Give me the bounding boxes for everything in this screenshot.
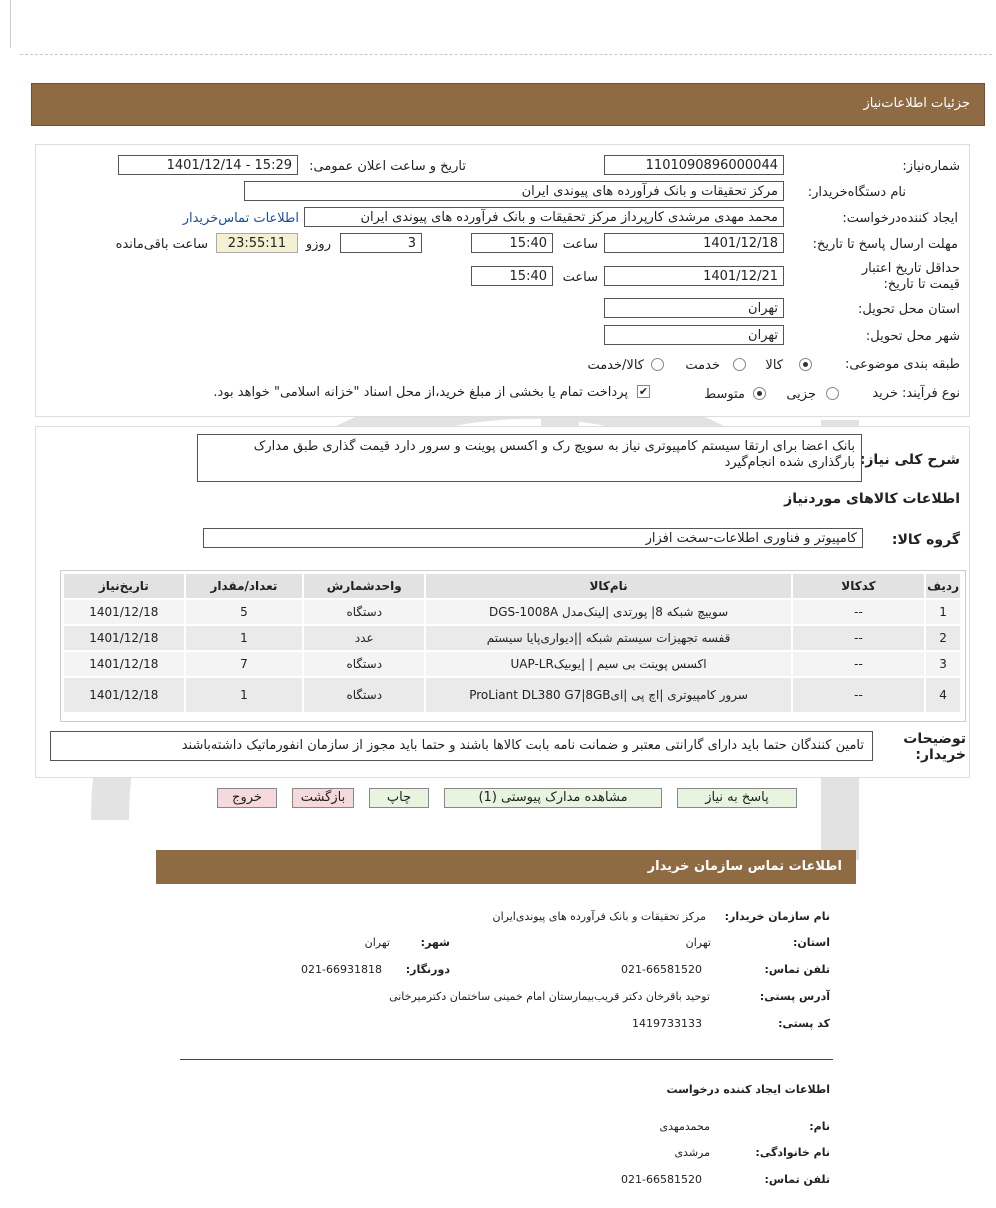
row-index: 4 — [926, 678, 960, 712]
postal-label: کد پستی: — [778, 1017, 830, 1030]
contact-city-value: تهران — [364, 936, 390, 949]
contact-phone-label: تلفن تماس: — [764, 963, 830, 976]
items-table — [62, 572, 962, 714]
creator-field: محمد مهدی مرشدی کارپرداز مرکز تحقیقات و بانک فرآورده های پیوندی ایران — [304, 207, 784, 227]
row-code: -- — [793, 600, 924, 624]
validity-label: حداقل تاریخ اعتبار قیمت تا تاریخ: — [861, 261, 960, 292]
validity-time-label: ساعت — [562, 270, 598, 285]
creator-family-value: مرشدی — [674, 1146, 710, 1159]
reply-button[interactable]: پاسخ به نیاز — [677, 788, 797, 808]
category-goods-radio[interactable] — [799, 358, 812, 371]
category-service-label: خدمت — [685, 358, 720, 373]
contact-separator — [180, 1059, 833, 1060]
process-buy-label: خرید — [872, 386, 898, 401]
col-code: کدکالا — [793, 574, 924, 598]
row-date: 1401/12/18 — [64, 626, 184, 650]
process-medium-label: متوسط — [704, 387, 745, 402]
process-label: نوع فرآیند: — [902, 386, 960, 401]
contact-province-label: استان: — [793, 936, 830, 949]
row-unit: دستگاه — [304, 600, 424, 624]
contact-phone-value: 021-66581520 — [621, 963, 702, 976]
buyer-field: مرکز تحقیقات و بانک فرآورده های پیوندی ایران — [244, 181, 784, 201]
items-table-header — [64, 574, 960, 598]
col-unit: واحدشمارش — [304, 574, 424, 598]
contact-city-label: شهر: — [420, 936, 450, 949]
row-index: 3 — [926, 652, 960, 676]
back-button[interactable]: بازگشت — [292, 788, 354, 808]
payment-note: پرداخت تمام یا بخشی از مبلغ خرید،از محل اسناد "خزانه اسلامی" خواهد بود. — [213, 385, 628, 400]
deadline-label: مهلت ارسال پاسخ تا تاریخ: — [812, 237, 958, 252]
table-row — [64, 652, 960, 676]
need-number-field: 1101090896000044 — [604, 155, 784, 175]
creator-family-label: نام خانوادگی: — [755, 1146, 830, 1159]
row-code: -- — [793, 652, 924, 676]
org-label: نام سازمان خریدار: — [724, 910, 830, 923]
address-value: توحید باقرخان دکتر قریب‌بیمارستان امام خمینی ساختمان دکترمیرخانی — [389, 990, 710, 1003]
row-qty: 1 — [186, 678, 303, 712]
exit-button[interactable]: خروج — [217, 788, 277, 808]
province-field: تهران — [604, 298, 784, 318]
row-code: -- — [793, 626, 924, 650]
contact-header — [156, 850, 856, 884]
top-divider — [20, 54, 992, 55]
category-both-label: کالا/خدمت — [587, 358, 644, 373]
deadline-date-field: 1401/12/18 — [604, 233, 784, 253]
row-code: -- — [793, 678, 924, 712]
announce-field: 1401/12/14 - 15:29 — [118, 155, 298, 175]
address-label: آدرس پستی: — [759, 990, 830, 1003]
process-partial-radio[interactable] — [826, 387, 839, 400]
contact-province-value: تهران — [685, 936, 711, 949]
print-button[interactable]: چاپ — [369, 788, 429, 808]
row-qty: 5 — [186, 600, 303, 624]
buyer-label: نام دستگاه‌خریدار: — [807, 185, 906, 200]
goods-group-label: گروه کالا: — [891, 532, 960, 548]
buyer-notes-text: تامین کنندگان حتما باید دارای گارانتی معتبر و ضمانت نامه بابت کالاها باشند و حتما باید مجوز از سازمان انفورماتیک داشته‌باشند — [50, 731, 873, 761]
breadcrumb: جزئیات اطلاعات‌نیاز — [863, 96, 970, 111]
goods-group-field: کامپیوتر و فناوری اطلاعات-سخت افزار — [203, 528, 863, 548]
col-qty: تعداد/مقدار — [186, 574, 303, 598]
summary-text: بانک اعضا برای ارتقا سیستم کامپیوتری نیاز به سویچ رک و اکسس پوینت و سرور دارد قیمت گذاری طبق مدارک بارگذاری شده انجام‌گیرد — [197, 434, 862, 482]
row-name: سرور کامپیوتری |اچ پی |ایProLiant DL380 G7|8GB — [426, 678, 791, 712]
attachments-button[interactable]: مشاهده مدارک پیوستی (1) — [444, 788, 662, 808]
row-index: 1 — [926, 600, 960, 624]
row-name: سوییچ شبکه 8| پورتدی |لینک‌مدل DGS-1008A — [426, 600, 791, 624]
summary-label: شرح کلی نیاز: — [859, 452, 960, 468]
page-header — [31, 83, 985, 126]
row-name: قفسه تجهیزات سیستم شبکه ||دیواری‌پایا سیستم — [426, 626, 791, 650]
row-qty: 1 — [186, 626, 303, 650]
days-field: 3 — [340, 233, 422, 253]
creator-label: ایجاد کننده‌درخواست: — [842, 211, 958, 226]
creator-info-title: اطلاعات ایجاد کننده درخواست — [666, 1083, 830, 1096]
days-label: روزو — [305, 237, 331, 252]
category-label: طبقه بندی موضوعی: — [844, 357, 960, 372]
province-label: استان محل تحویل: — [858, 302, 960, 317]
contact-fax-label: دورنگار: — [405, 963, 450, 976]
payment-checkbox[interactable]: ✔ — [638, 385, 649, 398]
row-date: 1401/12/18 — [64, 600, 184, 624]
row-name: اکسس پوینت بی سیم | |یوبیکUAP-LR — [426, 652, 791, 676]
creator-name-label: نام: — [809, 1120, 830, 1133]
col-index: ردیف — [926, 574, 960, 598]
contact-header-title: اطلاعات تماس سازمان خریدار — [647, 859, 842, 874]
row-unit: دستگاه — [304, 652, 424, 676]
category-service-radio[interactable] — [733, 358, 746, 371]
buyer-contact-link[interactable]: اطلاعات تماس‌خریدار — [182, 211, 299, 226]
remaining-time: 23:55:11 — [216, 233, 298, 253]
remaining-label: ساعت باقی‌مانده — [115, 237, 208, 252]
row-index: 2 — [926, 626, 960, 650]
col-date: تاریخ‌نیاز — [64, 574, 184, 598]
row-date: 1401/12/18 — [64, 652, 184, 676]
announce-label: تاریخ و ساعت اعلان عمومی: — [309, 159, 466, 174]
deadline-time-label: ساعت — [562, 237, 598, 252]
contact-fax-value: 021-66931818 — [301, 963, 382, 976]
creator-name-value: محمدمهدی — [659, 1120, 710, 1133]
creator-phone-value: 021-66581520 — [621, 1173, 702, 1186]
table-row — [64, 626, 960, 650]
validity-date-field: 1401/12/21 — [604, 266, 784, 286]
col-name: نام‌کالا — [426, 574, 791, 598]
category-goods-label: کالا — [765, 358, 783, 373]
goods-title: اطلاعات کالاهای موردنیاز — [784, 491, 960, 507]
city-field: تهران — [604, 325, 784, 345]
buyer-notes-label: توضیحات خریدار: — [903, 731, 966, 763]
row-unit: دستگاه — [304, 678, 424, 712]
deadline-time-field: 15:40 — [471, 233, 553, 253]
process-medium-radio[interactable] — [753, 387, 766, 400]
creator-phone-label: تلفن تماس: — [764, 1173, 830, 1186]
city-label: شهر محل تحویل: — [865, 329, 960, 344]
validity-time-field: 15:40 — [471, 266, 553, 286]
org-value: مرکز تحقیقات و بانک فرآورده های پیوندی‌ایران — [492, 910, 706, 923]
row-date: 1401/12/18 — [64, 678, 184, 712]
row-unit: عدد — [304, 626, 424, 650]
row-qty: 7 — [186, 652, 303, 676]
need-number-label: شماره‌نیاز: — [902, 159, 960, 174]
postal-value: 1419733133 — [632, 1017, 702, 1030]
table-row — [64, 678, 960, 712]
process-partial-label: جزیی — [786, 387, 816, 402]
left-edge-line — [10, 0, 11, 48]
category-both-radio[interactable] — [651, 358, 664, 371]
table-row — [64, 600, 960, 624]
